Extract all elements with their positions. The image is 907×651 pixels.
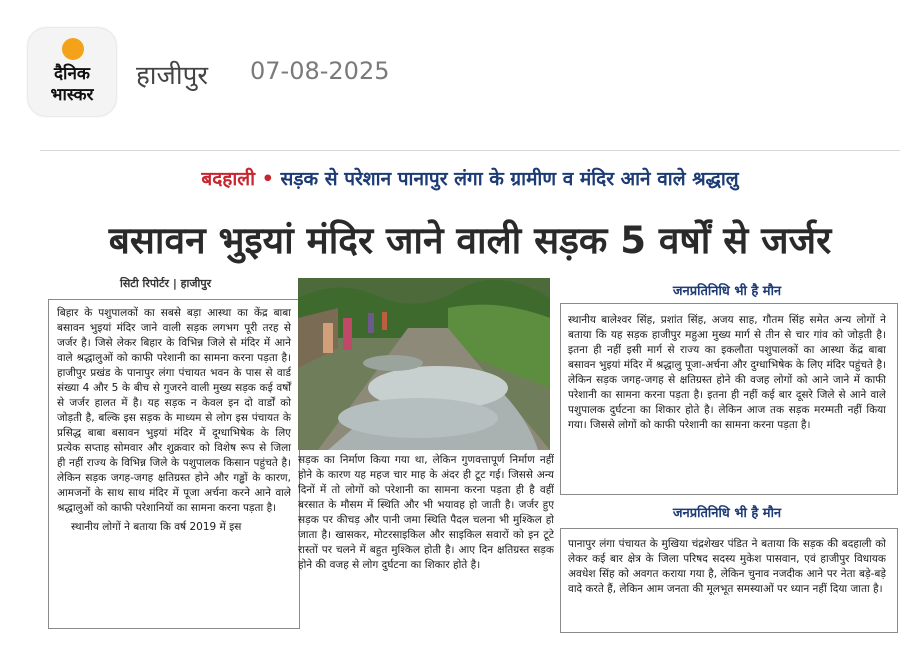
- sun-icon: [62, 38, 84, 60]
- column-1-body: बिहार के पशुपालकों का सबसे बड़ा आस्था का केंद्र बाबा बसावन भुइयां मंदिर जाने वाली सड़क लगभग पूरी तरह से जर्जर है। जिसे लेकर बिहार के विभिन्न जिले से मंदिर में आने वाले श्रद्धालुओं को काफी परेशानी का सामना करना पड़ता है। हाजीपुर प्रखंड के पानापुर लंगा पंचायत भवन के पास से वार्ड संख्या 4 और 5 के बीच से गुजरने वाली मुख्य सड़क कई वर्षों से जर्जर हालत में है। यह सड़क न केवल इन दो वार्डों को जोड़ती है, बल्कि इस सड़क के माध्यम से लोग इस पंचायत के प्रसिद्ध बाबा बसावन भुइयां मंदिर में दूग्धाभिषेक के लिए प्रत्येक सप्ताह सोमवार और शुक्रवार को विशेष रूप से जिला ही नहीं राज्य के विभिन्न जिले के पशुपालक किसान पहुंचते है। लेकिन सड़क जगह-जगह क्षतिग्रस्त होने और गड्ढों के कारण, आमजनों के साथ साथ मंदिर में पूजा अर्चना करने आने वाले श्रद्धालुओं को काफी परेशानियों का सामना करना पड़ता है।: [57, 307, 291, 514]
- sidebar-box-1-text: स्थानीय बालेश्वर सिंह, प्रशांत सिंह, अजय साह, गौतम सिंह समेत अन्य लोगों ने बताया कि यह सड़क हाजीपुर महुआ मुख्य मार्ग से तीन से चार गांव को जोड़ती है। इतना ही नहीं इसी मार्ग से राज्य का इकलौता पशुपालकों का आस्था केंद्र बाबा बसावन भुइयां मंदिर में श्रद्धालु पूजा-अर्चना और दुग्धाभिषेक के लिए मंदिर पहुंचते है। लेकिन सड़क जगह-जगह से क्षतिग्रस्त होने की वजह लोगों को आने जाने में काफी परेशानी का सामना करना पड़ता है। इतना ही नहीं कई बार दूसरे जिले से आने वाले पशुपालक दुर्घटना का शिकार होते है। लेकिन आज तक सड़क मरम्मती नहीं किया गया। जिससे लोगों को काफी परेशानी का सामना करना पड़ता है।: [568, 314, 886, 431]
- sidebar-box-1-heading: जनप्रतिनिधि भी है मौन: [672, 284, 782, 299]
- edition-date: 07-08-2025: [250, 57, 390, 85]
- kicker-bullet-icon: •: [261, 168, 274, 190]
- dainik-bhaskar-logo[interactable]: [28, 28, 116, 116]
- damaged-road-photo: [298, 278, 550, 450]
- article-column-2: सड़क का निर्माण किया गया था, लेकिन गुणवत्तापूर्ण निर्माण नहीं होने के कारण यह महज चार माह के अंदर ही टूट गई। जिससे अन्य दिनों में तो लोगों को परेशानी का सामना करना पड़ता ही है वहीं बरसात के मौसम में स्थिति और भी भयावह हो जाती है। जर्जर हुए सड़क पर कीचड़ और पानी जमा स्थिति पैदल चलना भी मुश्किल हो जाता है। खासकर, मोटरसाइकिल और साइकिल सवारों को इन टूटे रास्तों पर चलने में बहुत मुश्किल होती है। आए दिन क्षतिग्रस्त सड़क होने की वजह से लोग दुर्घटना का शिकार होते है।: [298, 454, 554, 571]
- article-kicker: [40, 165, 900, 191]
- article-headline: बसावन भुइयां मंदिर जाने वाली सड़क 5 वर्षों से जर्जर: [108, 219, 832, 262]
- road-photo-illustration: [298, 278, 550, 450]
- sidebar-box-2-text: पानापुर लंगा पंचायत के मुखिया चंद्रशेखर पंडित ने बताया कि सड़क की बदहाली को लेकर कई बार क्षेत्र के जिला परिषद सदस्य मुकेश पासवान, एवं हाजीपुर विधायक अवधेश सिंह को अवगत कराया गया है, लेकिन चुनाव नजदीक आने पर नेता बड़े-बड़े वादे करते हैं, लेकिन आम जनता की मूलभूत समस्याओं पर ध्यान नहीं दिया जाता है।: [568, 538, 886, 595]
- page-header: [0, 0, 907, 150]
- article-column-1: [48, 299, 300, 629]
- kicker-text: सड़क से परेशान पानापुर लंगा के ग्रामीण व मंदिर आने वाले श्रद्धालु: [280, 168, 739, 190]
- logo-line-1: दैनिक: [54, 64, 90, 84]
- kicker-tag: बदहाली: [201, 168, 256, 190]
- article-byline: सिटी रिपोर्टर | हाजीपुर: [120, 277, 212, 290]
- sidebar-box-2-heading: जनप्रतिनिधि भी है मौन: [672, 506, 782, 521]
- column-1-last-line: स्थानीय लोगों ने बताया कि वर्ष 2019 में इस: [71, 521, 242, 533]
- logo-line-2: भास्कर: [50, 85, 94, 105]
- newspaper-clipping: [40, 150, 900, 651]
- edition-city: हाजीपुर: [136, 61, 208, 91]
